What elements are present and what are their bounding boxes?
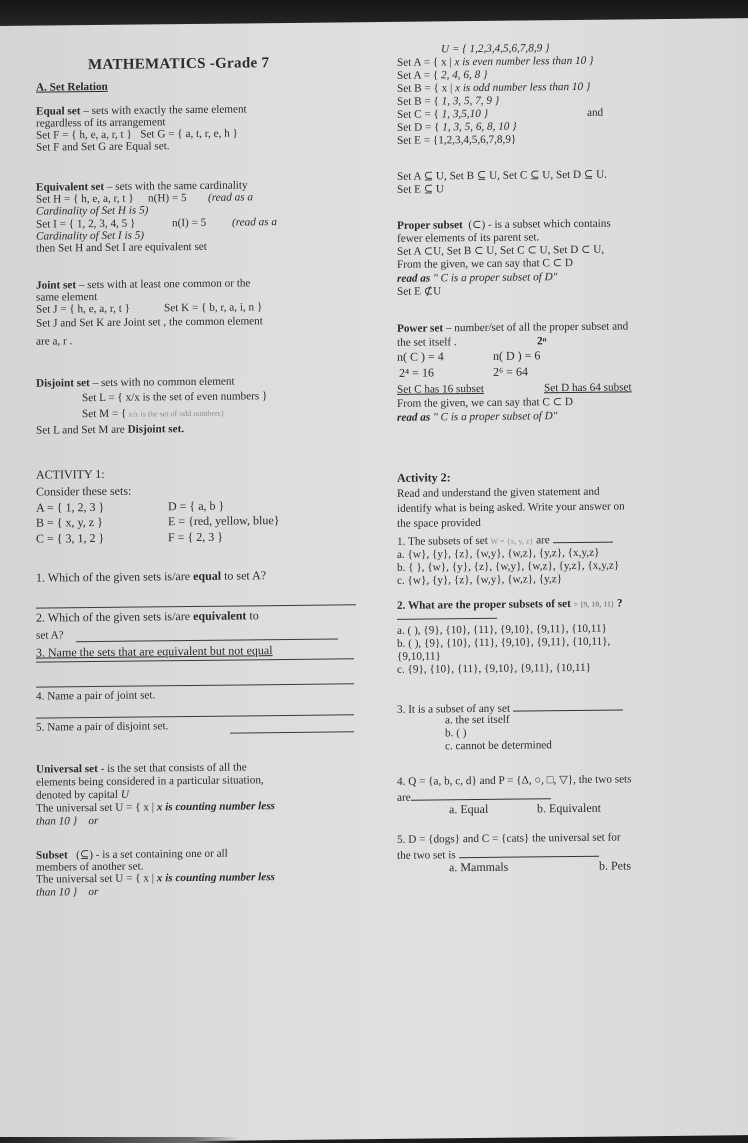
set-b-italic: x is odd number less than 10 } [455,80,591,95]
universal-set-symbol: U [120,788,129,801]
activity2-instruction1: Read and understand the given statement and [397,485,600,500]
equivalent-set-conclusion: then Set H and Set I are equivalent set [36,240,207,255]
a2q3-option-b[interactable]: b. ( ) [445,727,467,740]
set-line-c-and: and [587,106,604,119]
universal-set-example [36,800,275,816]
a2q4-option-a[interactable]: a. Equal [449,801,489,817]
section-heading: A. Set Relation [36,80,108,94]
a2q5-answer-blank[interactable] [459,846,599,858]
n-i-read: (read as a [232,216,277,229]
equivalent-set-term: Equivalent set [36,180,105,194]
subset-example-italic: x is counting number less [156,871,275,885]
subset-example [36,871,275,887]
activity1-question-2-line2: set A? [36,629,64,642]
a2q2-faint: = {9, 10, 11} [573,599,615,609]
a2q3-answer-blank[interactable] [513,699,623,711]
subset-text2: members of another set. [36,860,144,874]
set-m-label: Set M = { [82,407,127,421]
q1-pre: 1. Which of the given sets is/are [36,568,194,585]
universal-set-text: - is the set that consists of all the [97,761,247,775]
universal-set-term: Universal set [36,762,98,776]
a2q5-option-a[interactable]: a. Mammals [449,859,509,875]
activity2-question-2 [397,597,622,613]
joint-set-conclusion2: are a, r . [36,335,73,348]
pow-c: 2⁴ = 16 [399,365,434,380]
set-c-italic: 1, 3,5,10 } [441,107,489,121]
n-i-read2: Cardinality of Set I is 5) [36,229,145,243]
joint-set-text: – sets with at least one common or the [76,277,251,292]
activity1-question-4: 4. Name a pair of joint set. [36,689,156,703]
equal-set-text: – sets with exactly the same element [80,103,247,118]
power-result-d: Set D has 64 subset [544,381,632,395]
a2q2-number: 2. [397,599,406,612]
set-g: Set G = { a, t, r, e, h } [140,127,238,141]
universal-set-example2 [36,815,98,829]
universal-example-prefix: The universal set U = { x | [36,801,157,815]
universe-set: U = { 1,2,3,4,5,6,7,8,9 } [441,42,550,56]
a2q3-option-c[interactable]: c. cannot be determined [445,739,552,753]
n-h: n(H) = 5 [148,192,187,205]
activity1-set-d: D = { a, b } [168,498,225,514]
activity1-set-f: F = { 2, 3 } [168,529,223,545]
proper-subset-relations: Set A ⊂U, Set B ⊂ U, Set C ⊂ U, Set D ⊂ U, [397,243,605,258]
equal-set-term: Equal set [36,105,81,118]
equal-set-text2: regardless of its arrangement [36,116,166,130]
a2q4-answer-blank[interactable] [411,788,551,800]
subset-example-prefix: The universal set U = { x | [36,872,157,886]
power-set-text2: the set itself . [397,336,457,349]
set-d-label: Set D = { [397,121,443,134]
a2q2-text: What are the proper subsets of set [405,597,574,612]
q2-post: to [246,608,259,623]
joint-set-term: Joint set [36,279,77,292]
disjoint-conclusion-term: Disjoint set. [127,423,185,436]
activity2-question-4 [397,773,632,789]
n-i: n(I) = 5 [172,216,207,230]
power-result-c: Set C has 16 subset [397,382,485,396]
dark-background-bottom-edge [0,1137,240,1143]
a2q3-option-a[interactable]: a. the set itself [445,713,510,727]
a2q5-option-b[interactable]: b. Pets [599,858,632,873]
proper-subset-symbol: (⊂) [468,218,486,232]
set-m [82,407,225,422]
power-read-as-text: " C is a proper subset of D" [430,410,558,424]
set-b-italic2: 1, 3, 5, 7, 9 } [441,94,500,108]
a2q5-text2: the two set is [397,849,456,862]
activity1-set-b: B = { x, y, z } [36,514,103,530]
universal-example-italic: x is counting number less [156,800,275,814]
a2q1-faint: W = {x, y, z} [490,536,534,546]
a2q1-option-a[interactable]: a. {w}, {y}, {z}, {w,y}, {w,z}, {y,z}, {x,y,z} [397,546,600,561]
proper-read-as-prefix: read as [397,272,431,285]
worksheet-title: MATHEMATICS -Grade 7 [88,55,270,74]
a2q1-tail: are [533,534,550,547]
subset-example-line2: than 10 } [36,886,78,899]
q1-bold: equal [193,568,222,583]
universal-set-text3-label: denoted by capital [36,788,121,802]
a2q3-number: 3. [397,703,406,716]
power-set-text: – number/set of all the proper subset and [443,320,629,335]
a2q2-option-c[interactable]: c. {9}, {10}, {11}, {9,10}, {9,11}, {10,11} [397,661,592,676]
disjoint-conclusion-prefix: Set L and Set M are [36,423,128,437]
disjoint-set-conclusion [36,423,184,438]
set-a-italic: x is even number less than 10 } [454,54,594,69]
set-a-label: Set A = { x | [397,56,455,69]
power-set-term: Power set [397,322,444,335]
q2-bold: equivalent [193,608,247,623]
proper-subset-read-as [397,271,557,286]
activity1-set-c: C = { 3, 1, 2 } [36,530,105,546]
set-b-label: Set B = { x | [397,82,456,95]
joint-set-conclusion: Set J and Set K are Joint set , the common element [36,315,263,330]
a2q4-text: Q = {a, b, c, d} and P = {Δ, ○, □, ▽}, the two sets [405,773,632,788]
subset-text: - is a set containing one or all [92,847,228,862]
a2q3-text: It is a subset of any set [405,702,511,716]
set-k: Set K = { b, r, a, i, n } [164,301,263,315]
answer-line-q2[interactable] [76,638,338,642]
proper-subset-term: Proper subset [397,219,463,232]
a2q5-text: D = {dogs} and C = {cats} the universal set for [405,831,621,846]
worksheet-page [0,18,748,1143]
activity1-question-2 [36,609,259,625]
universal-example-line2: than 10 } [36,815,78,828]
q2-pre: 2. Which of the given sets is/are [36,608,194,625]
set-a-label2: Set A = { [397,69,442,82]
n-d: n( D ) = 6 [493,348,541,363]
answer-line-q5[interactable] [230,731,354,733]
power-from-given: From the given, we can say that C ⊂ D [397,396,573,410]
activity2-heading: Activity 2: [397,470,451,485]
answer-line-q4[interactable] [36,714,354,718]
universal-set-text2: elements being considered in a particular situation, [36,774,264,789]
set-m-text: x/x is the set of odd numbers} [126,408,225,419]
proper-subset-set-e: Set E ⊄U [397,285,442,298]
a2q2-option-b-cont: {9,10,11} [397,650,441,663]
a2q1-text: The subsets of set [405,534,491,548]
set-c-label: Set C = { [397,108,442,121]
subset-term: Subset [36,849,68,862]
a2q4-number: 4. [397,775,406,788]
joint-set-text2: same element [36,290,98,304]
n-h-read2: Cardinality of Set H is 5) [36,204,149,218]
activity1-instruction: Consider these sets: [36,483,132,499]
answer-line-q3b[interactable] [36,683,354,687]
a2q4-option-b[interactable]: b. Equivalent [537,800,601,816]
n-c: n( C ) = 4 [397,349,444,364]
a2q2-option-b[interactable]: b. ( ), {9}, {10}, {11}, {9,10}, {9,11}, {10,11}, [397,635,611,650]
subset-example2 [36,886,98,900]
set-b-label2: Set B = { [397,95,442,108]
activity1-heading: ACTIVITY 1: [36,466,105,482]
proper-subset-from-given: From the given, we can say that C ⊂ D [397,257,573,271]
disjoint-set-text: – sets with no common element [89,375,235,390]
power-set-formula: 2ⁿ [537,335,547,348]
activity2-instruction3: the space provided [397,516,481,530]
a2q1-number: 1. [397,535,406,548]
proper-read-as-text: " C is a proper subset of D" [430,271,558,285]
power-read-as [397,410,557,425]
subset-relations: Set A ⊆ U, Set B ⊆ U, Set C ⊆ U, Set D ⊆ U. [397,168,607,183]
set-a-italic2: 2, 4, 6, 8 } [441,68,488,82]
power-set-definition [397,320,628,336]
activity1-question-1 [36,569,266,585]
set-f: Set F = { h, e, a, r, t } [36,128,132,142]
equivalent-set-text: – sets with the same cardinality [104,179,248,193]
activity1-question-3: 3. Name the sets that are equivalent but not equal [36,643,273,660]
activity1-question-5: 5. Name a pair of disjoint set. [36,720,169,734]
subset-symbol: (⊆) [76,849,93,862]
set-d-italic: 1, 3, 5, 6, 8, 10 } [442,120,517,134]
set-line-a-rule [397,55,593,70]
proper-subset-text2: fewer elements of its parent set. [397,231,540,245]
a2q2-option-a[interactable]: a. ( ), {9}, {10}, {11}, {9,10}, {9,11}, {10,11} [397,622,607,637]
a2q1-option-b[interactable]: b. { }, {w}, {y}, {z}, {w,y}, {w,z}, {y,z}, {x,y,z} [397,559,620,574]
power-read-as-prefix: read as [397,411,431,424]
pow-d: 2⁶ = 64 [493,364,528,379]
set-h: Set H = { h, e, a, r, t } [36,192,134,206]
disjoint-set-term: Disjoint set [36,377,90,390]
activity1-set-a: A = { 1, 2, 3 } [36,499,105,515]
set-l: Set L = { x/x is the set of even numbers } [82,390,268,405]
activity2-instruction2: identify what is being asked. Write your answer on [397,500,625,515]
a2q4-text2: are [397,791,411,804]
n-h-read: (read as a [208,191,253,204]
a2q5-number: 5. [397,833,406,846]
subset-example-or: or [88,885,99,899]
activity1-set-e: E = {red, yellow, blue} [168,513,280,529]
proper-subset-text: - is a subset which contains [485,217,611,231]
a2q2-answer-blank[interactable] [397,618,497,620]
q1-post: to set A? [221,568,267,583]
a2q2-tail: ? [614,597,623,610]
universal-example-or: or [88,814,99,828]
equal-set-conclusion: Set F and Set G are Equal set. [36,140,170,154]
a2q1-answer-blank[interactable] [553,532,613,544]
set-line-e: Set E = {1,2,3,4,5,6,7,8,9} [397,133,517,147]
a2q1-option-c[interactable]: c. {w}, {y}, {z}, {w,y}, {w,z}, {y,z} [397,573,563,587]
set-j: Set J = { h, e, a, r, t } [36,302,130,316]
disjoint-set-definition [36,376,235,391]
subset-relations2: Set E ⊆ U [397,183,444,196]
set-i: Set I = { 1, 2, 3, 4, 5 } [36,217,136,231]
